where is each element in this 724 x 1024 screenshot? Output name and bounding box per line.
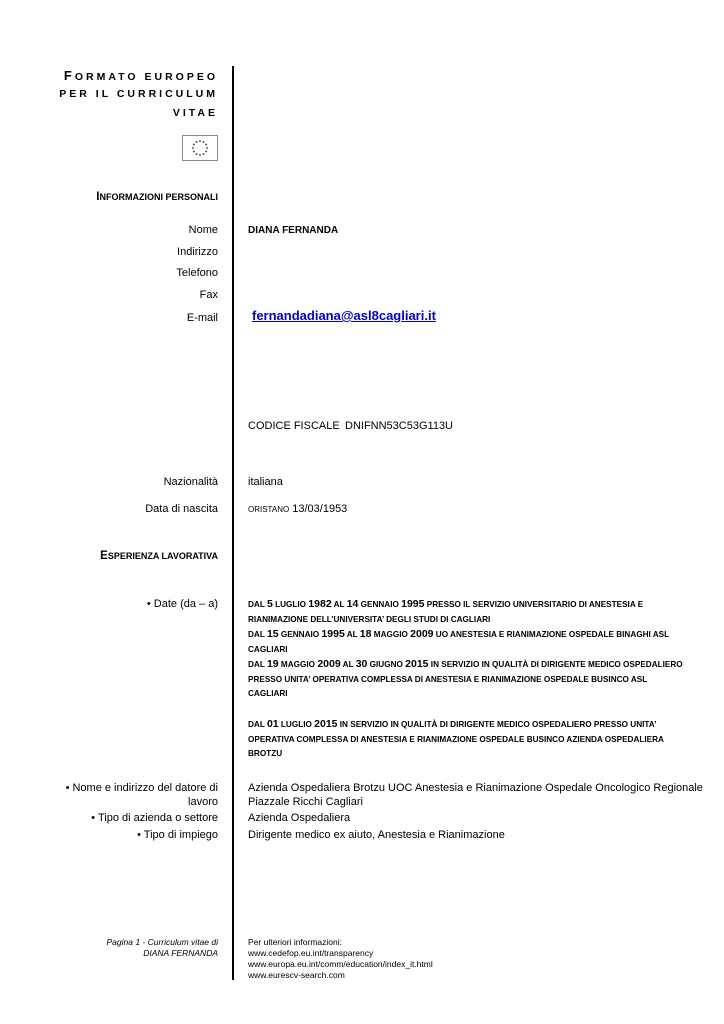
label-sector: • Tipo di azienda o settore: [91, 812, 218, 824]
label-address: Indirizzo: [177, 246, 218, 258]
eu-flag-icon: [182, 135, 218, 161]
label-email: E-mail: [186, 312, 218, 324]
email-link[interactable]: fernandadiana@asl8cagliari.it: [252, 308, 436, 323]
experience-entry-4: DAL 01 LUGLIO 2015 IN SERVIZIO IN QUALITÀ DI DIRIGENTE MEDICO OSPEDALIERO PRESSO UNITA’ OPERATIVA COMPLESSA DI ANESTESIA E RIANIMAZIONE OSPEDALE BUSINCO AZIENDA OSPEDALIERA BROTZU: [248, 718, 664, 758]
experience-entry-1: DAL 5 LUGLIO 1982 AL 14 GENNAIO 1995 PRESSO IL SERVIZIO UNIVERSITARIO DI ANESTESIA E RIANIMAZIONE DELL’UNIVERSITA’ DEGLI STUDI DI CAGLIARI: [248, 598, 644, 624]
cv-title-line-3: VITAE: [172, 107, 218, 119]
value-sector: Azienda Ospedaliera: [248, 812, 351, 824]
label-nationality: Nazionalità: [163, 476, 218, 488]
label-employer: • Nome e indirizzo del datore di lavoro: [65, 782, 218, 808]
value-name: DIANA FERNANDA: [248, 225, 339, 236]
footer-link-eurescv[interactable]: www.eurescv-search.com: [248, 970, 345, 980]
footer-page-info: Pagina 1 - Curriculum vitae di DIANA FERNANDA: [106, 937, 218, 958]
value-nationality: italiana: [248, 476, 283, 488]
footer-link-cedefop[interactable]: www.cedefop.eu.int/transparency: [248, 948, 374, 958]
value-birth: ORISTANO 13/03/1953: [248, 503, 348, 515]
label-phone: Telefono: [176, 267, 218, 279]
footer-link-europa[interactable]: www.europa.eu.int/comm/education/index_it.html: [248, 959, 433, 969]
vertical-divider: [232, 66, 234, 980]
experience-entry-3: DAL 19 MAGGIO 2009 AL 30 GIUGNO 2015 IN SERVIZIO IN QUALITÀ DI DIRIGENTE MEDICO OSPEDALIERO PRESSO UNITA’ OPERATIVA COMPLESSA DI ANESTESIA E RIANIMAZIONE OSPEDALE BUSINCO ASL CAGLIARI: [248, 658, 683, 698]
experience-entry-2: DAL 15 GENNAIO 1995 AL 18 MAGGIO 2009 UO ANESTESIA E RIANIMAZIONE OSPEDALE BINAGHI ASL CAGLIARI: [248, 628, 670, 654]
label-job-type: • Tipo di impiego: [137, 829, 218, 841]
label-name: Nome: [188, 224, 218, 236]
footer-more-info: [248, 937, 433, 981]
cv-title-line-1: FORMATO EUROPEO: [63, 68, 218, 83]
label-birth: Data di nascita: [145, 503, 218, 515]
cv-title-line-2: PER IL CURRICULUM: [59, 88, 218, 100]
section-personal-info: INFORMAZIONI PERSONALI: [96, 191, 218, 203]
tax-code-value: DNIFNN53C53G113U: [345, 420, 454, 432]
label-dates: • Date (da – a): [146, 598, 218, 610]
value-job-type: Dirigente medico ex aiuto, Anestesia e Rianimazione: [248, 829, 505, 841]
tax-code-label: CODICE FISCALE: [248, 420, 340, 432]
section-work-experience: ESPERIENZA LAVORATIVA: [100, 550, 218, 562]
value-employer: Azienda Ospedaliera Brotzu UOC Anestesia e Rianimazione Ospedale Oncologico Regionale Piazzale Ricchi Cagliari: [248, 782, 703, 808]
footer-info-label: Per ulteriori informazioni:: [248, 937, 343, 947]
label-fax: Fax: [199, 289, 218, 301]
